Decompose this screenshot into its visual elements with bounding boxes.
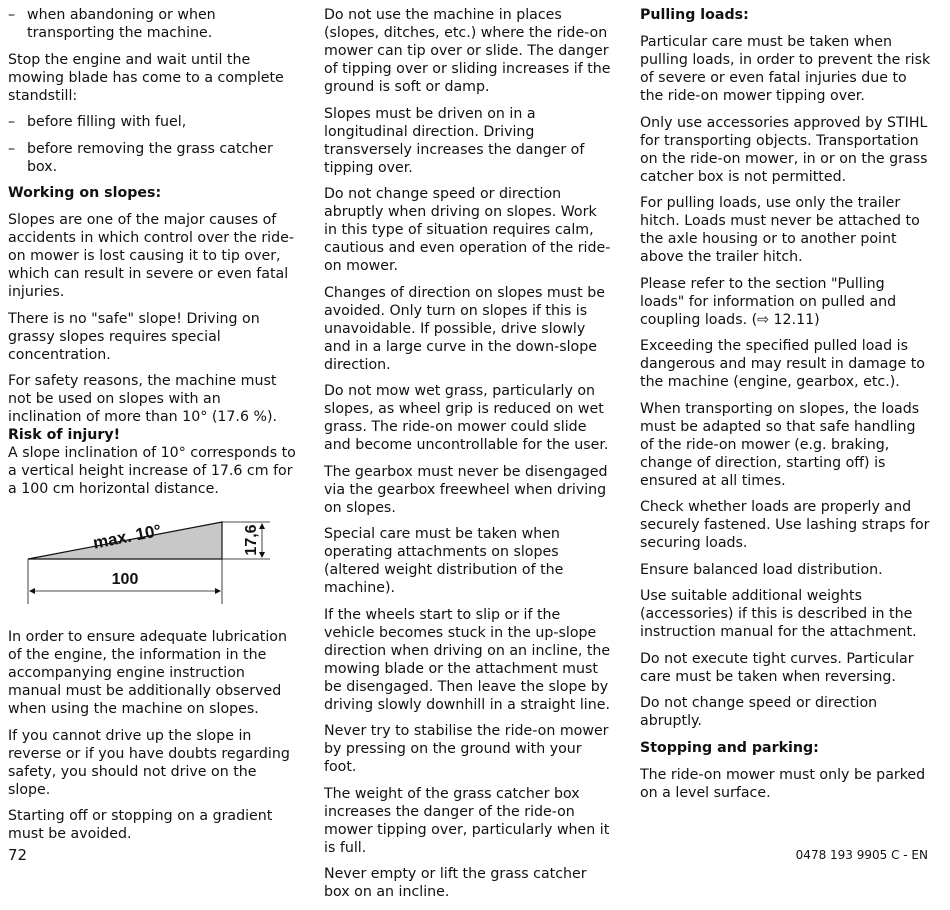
- paragraph: When transporting on slopes, the loads must be adapted so that safe handling of the ride-on mower (e.g. braking, change of direction, starting off) is ensured at all times.: [640, 400, 920, 489]
- paragraph: There is no "safe" slope! Driving on grassy slopes requires special concentration.: [8, 310, 260, 363]
- paragraph: The gearbox must never be disengaged via the gearbox freewheel when driving on slopes.: [324, 463, 608, 516]
- paragraph: Do not change speed or direction abruptly.: [640, 695, 878, 729]
- paragraph: Do not execute tight curves. Particular care must be taken when reversing.: [640, 650, 914, 685]
- paragraph: If you cannot drive up the slope in reverse or if you have doubts regarding safety, you should not drive on the slope.: [8, 727, 290, 798]
- slope-diagram: [8, 512, 278, 612]
- column-1: [8, 6, 296, 852]
- paragraph: The weight of the grass catcher box increases the danger of the ride-on mower tipping over, particularly when it is full.: [324, 785, 610, 856]
- paragraph: Do not change speed or direction abruptly when driving on slopes. Work in this type of situation requires calm, cautious and even operation of the ride-on mower.: [324, 186, 611, 274]
- base-label: 100: [111, 571, 139, 588]
- angle-label: max. 10°: [91, 520, 163, 553]
- paragraph: The ride-on mower must only be parked on a level surface.: [640, 766, 926, 801]
- paragraph: In order to ensure adequate lubrication of the engine, the information in the accompanying engine instruction manual must be additionally observed when using the machine on slopes.: [8, 629, 287, 717]
- paragraph: Slopes are one of the major causes of accidents in which control over the ride-on mower is lost causing it to tip over, which can result in severe or even fatal injuries.: [8, 212, 294, 300]
- paragraph: Do not use the machine in places (slopes, ditches, etc.) where the ride-on mower can tip over or slide. The danger of tipping over or sliding increases if the ground is soft or damp.: [324, 7, 611, 95]
- page-number: 72: [8, 846, 28, 864]
- paragraph: Ensure balanced load distribution.: [640, 561, 883, 578]
- paragraph: Changes of direction on slopes must be avoided. Only turn on slopes if this is unavoidable. If possible, drive slowly and in a large curve in the down-slope direction.: [324, 284, 605, 373]
- heading-working-on-slopes: Working on slopes:: [8, 185, 162, 201]
- paragraph: Starting off or stopping on a gradient must be avoided.: [8, 808, 273, 842]
- column-2: [324, 6, 614, 910]
- list-item: – before removing the grass catcher box.: [8, 140, 273, 175]
- paragraph: If the wheels start to slip or if the vehicle becomes stuck in the up-slope direction when driving on an incline, the mowing blade or the attachment must be disengaged. Then leave the slope by driving slowly downhill in a straight line.: [324, 606, 611, 713]
- paragraph: Never try to stabilise the ride-on mower by pressing on the ground with your foot.: [324, 723, 609, 775]
- paragraph: For pulling loads, use only the trailer hitch. Loads must never be attached to the axle housing or to another point above the trailer hitch.: [640, 195, 920, 265]
- heading-pulling-loads: Pulling loads:: [640, 7, 749, 23]
- height-label: 17,6: [243, 524, 260, 556]
- paragraph: For safety reasons, the machine must not be used on slopes with an inclination of more than 10° (17.6 %). Risk of injury! A slope inclination of 10° corresponds to a vertical height increase of 17.6 cm for a 100 cm horizontal distance.: [8, 373, 296, 497]
- paragraph: Slopes must be driven on in a longitudinal direction. Driving transversely increases the danger of tipping over.: [324, 105, 585, 176]
- paragraph: Only use accessories approved by STIHL for transporting objects. Transportation on the ride-on mower, in or on the grass catcher box is not permitted.: [640, 114, 928, 185]
- paragraph: Check whether loads are properly and securely fastened. Use lashing straps for securing loads.: [640, 499, 930, 551]
- list-item: – before filling with fuel,: [8, 114, 187, 130]
- paragraph: Particular care must be taken when pulling loads, in order to prevent the risk of severe or even fatal injuries due to the ride-on mower tipping over.: [640, 34, 931, 104]
- heading-stopping-parking: Stopping and parking:: [640, 739, 819, 756]
- paragraph: Exceeding the specified pulled load is dangerous and may result in damage to the machine (engine, gearbox, etc.).: [640, 338, 925, 390]
- stop-engine-paragraph: Stop the engine and wait until the mowing blade has come to a complete standstill:: [8, 51, 284, 104]
- column-3: [640, 6, 932, 810]
- paragraph: Use suitable additional weights (accessories) if this is described in the instruction manual for the attachment.: [640, 588, 917, 640]
- paragraph: Please refer to the section "Pulling loads" for information on pulled and coupling loads. (⇨ 12.11): [640, 275, 897, 328]
- risk-warning: Risk of injury!: [8, 427, 121, 443]
- document-code: 0478 193 9905 C - EN: [795, 848, 928, 862]
- list-item: – when abandoning or when transporting the machine.: [8, 7, 216, 41]
- paragraph: Do not mow wet grass, particularly on slopes, as wheel grip is reduced on wet grass. The ride-on mower could slide and become uncontrollable for the user.: [324, 383, 609, 453]
- paragraph: Never empty or lift the grass catcher box on an incline.: [324, 866, 587, 900]
- paragraph: Special care must be taken when operating attachments on slopes (altered weight distribution of the machine).: [324, 526, 564, 596]
